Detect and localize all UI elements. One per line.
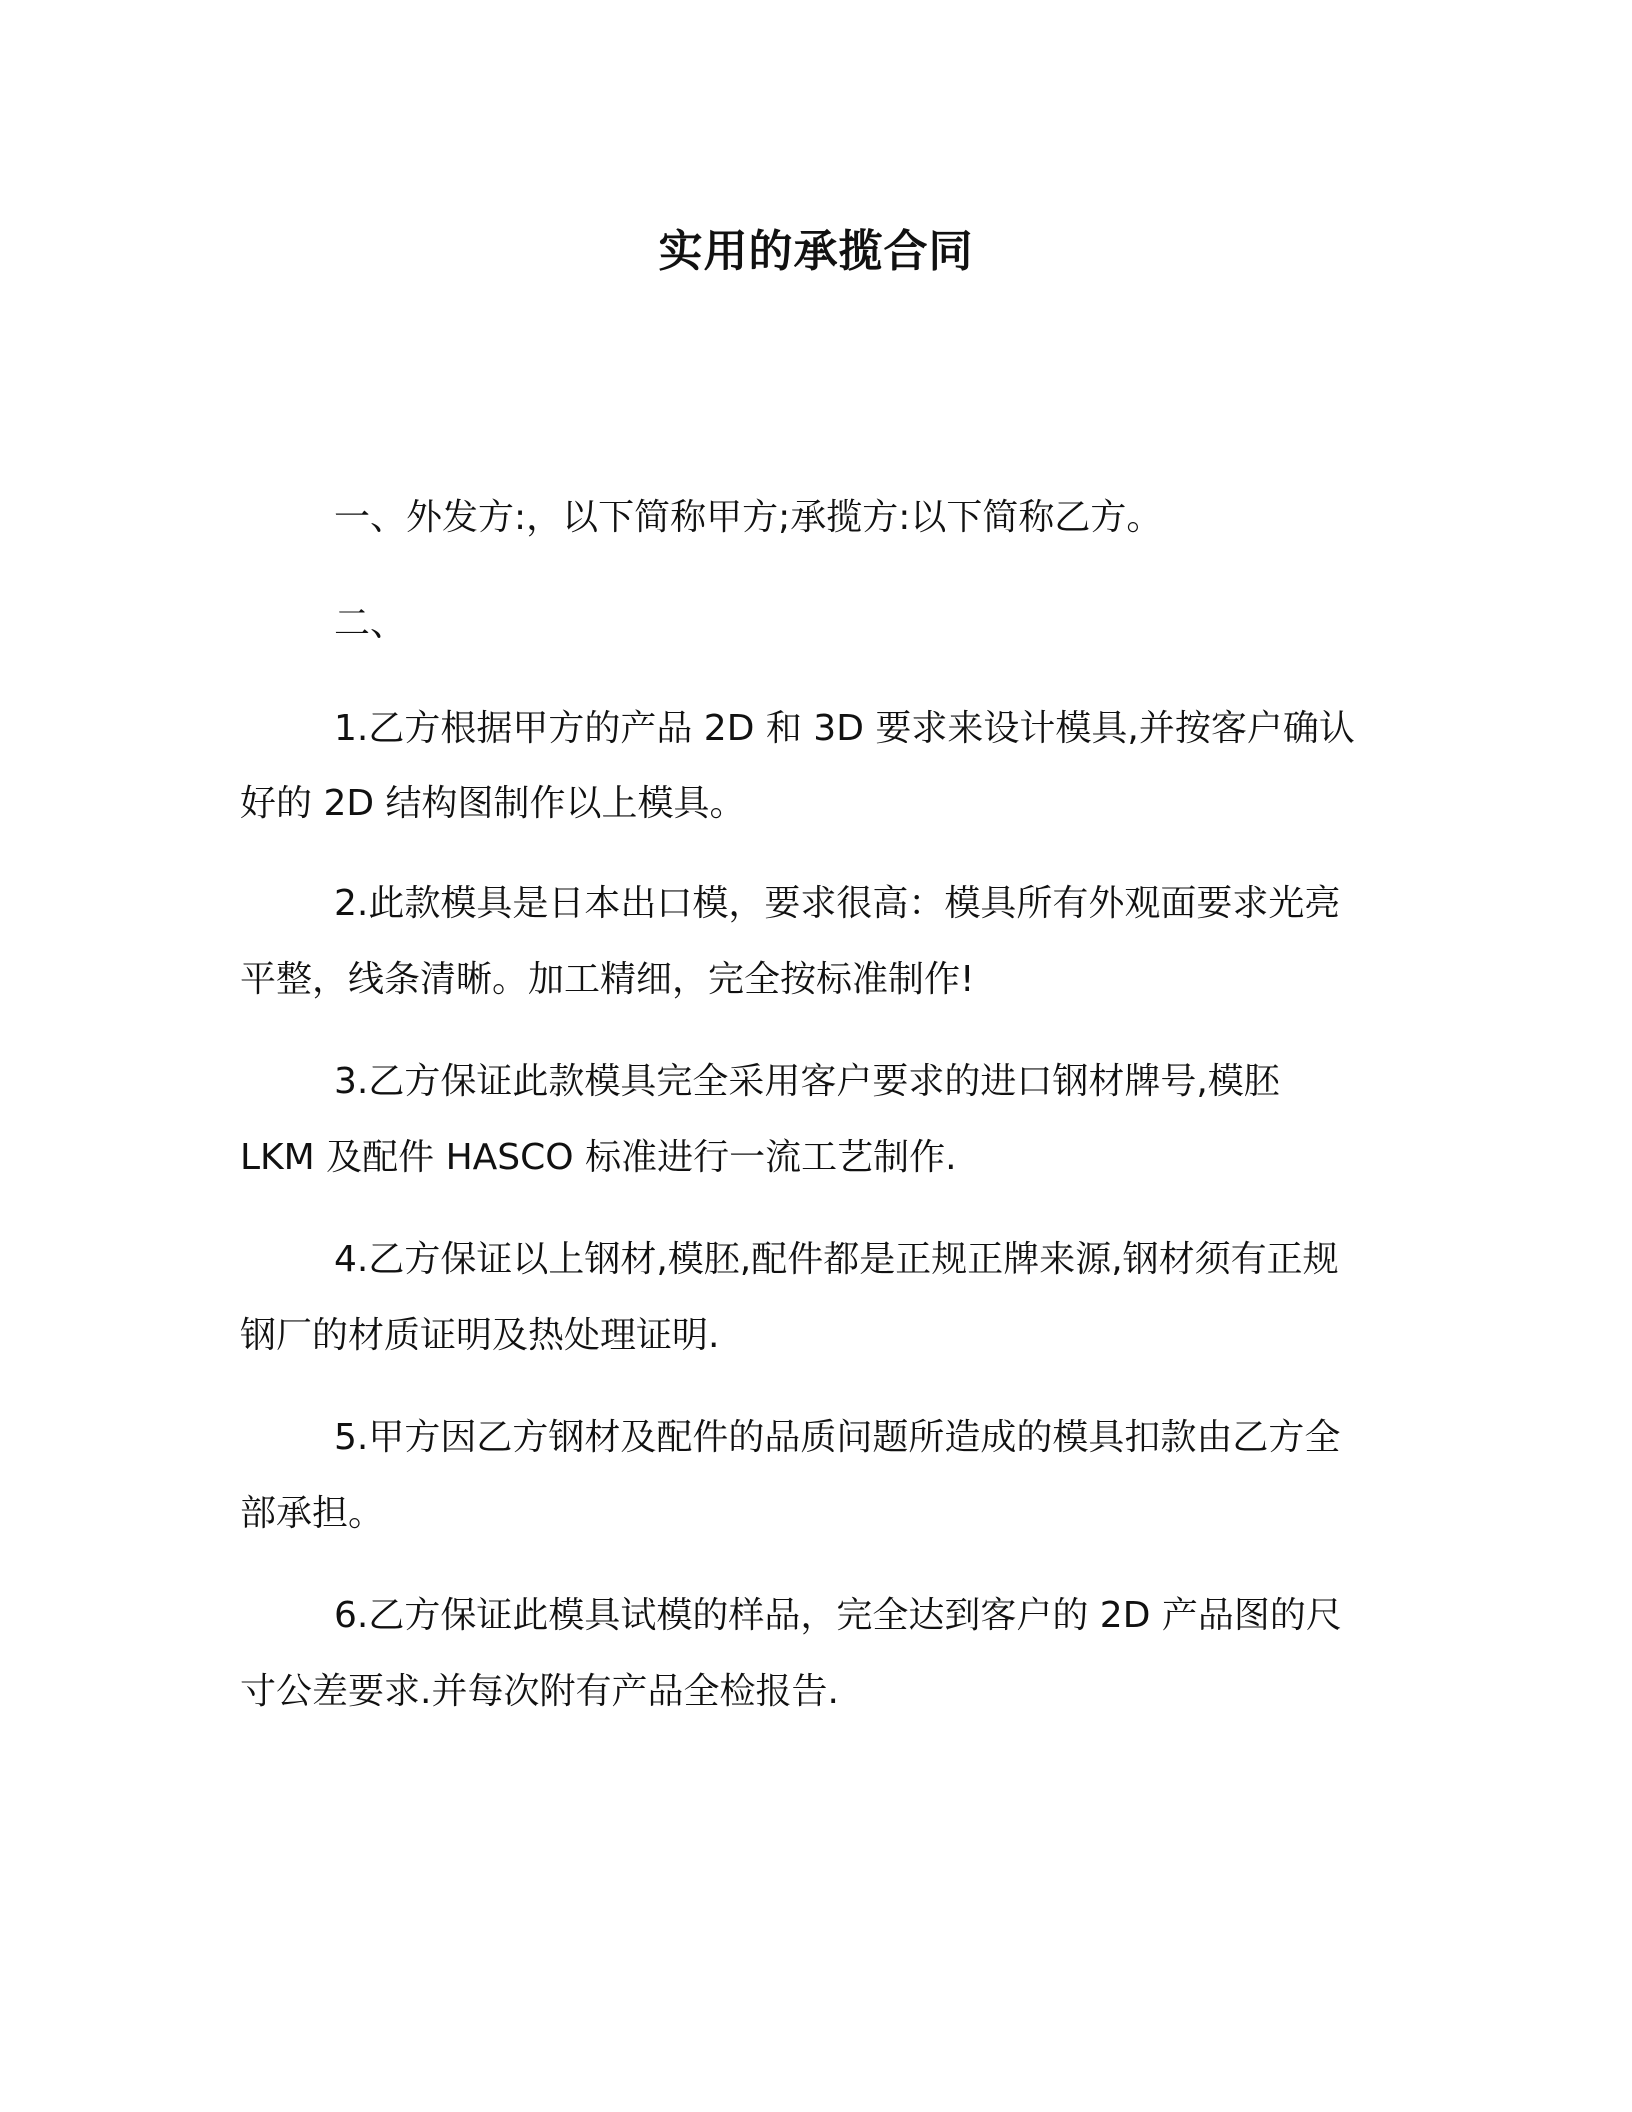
clause-2-line-2: 平整，线条清晰。加工精细，完全按标准制作! xyxy=(240,959,975,1000)
clause-4-line-2: 钢厂的材质证明及热处理证明. xyxy=(240,1315,720,1356)
clause-1-line-1: 1.乙方根据甲方的产品 2D 和 3D 要求来设计模具,并按客户确认 xyxy=(334,708,1355,749)
document-title: 实用的承揽合同 xyxy=(658,226,974,277)
clause-two-heading: 二、 xyxy=(334,603,407,644)
clause-3-line-1: 3.乙方保证此款模具完全采用客户要求的进口钢材牌号,模胚 xyxy=(334,1061,1280,1102)
clause-5-line-1: 5.甲方因乙方钢材及配件的品质问题所造成的模具扣款由乙方全 xyxy=(334,1417,1341,1458)
clause-2-line-1: 2.此款模具是日本出口模，要求很高：模具所有外观面要求光亮 xyxy=(334,883,1341,924)
clause-6-line-2: 寸公差要求.并每次附有产品全检报告. xyxy=(240,1671,839,1712)
clause-6-line-1: 6.乙方保证此模具试模的样品，完全达到客户的 2D 产品图的尺 xyxy=(334,1595,1342,1636)
clause-3-line-2: LKM 及配件 HASCO 标准进行一流工艺制作. xyxy=(240,1137,957,1178)
clause-4-line-1: 4.乙方保证以上钢材,模胚,配件都是正规正牌来源,钢材须有正规 xyxy=(334,1239,1339,1280)
clause-5-line-2: 部承担。 xyxy=(240,1493,385,1534)
clause-parties: 一、外发方:，以下简称甲方;承揽方:以下简称乙方。 xyxy=(334,497,1163,538)
clause-1-line-2: 好的 2D 结构图制作以上模具。 xyxy=(240,783,746,824)
